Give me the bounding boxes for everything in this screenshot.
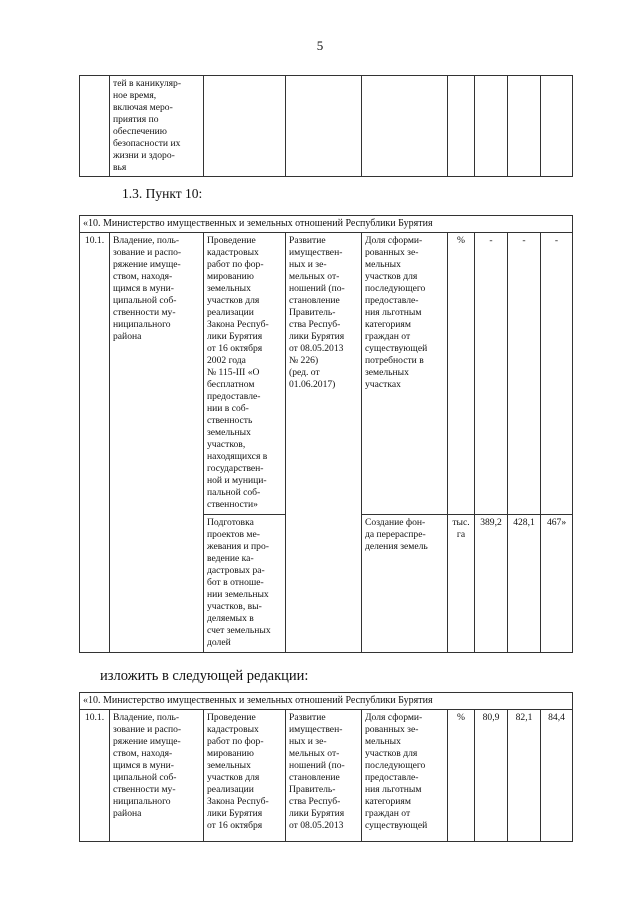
unit-cell: % <box>448 710 475 842</box>
program-cell: Развитие имуществен- ных и зе- мельных от- ношений (по- становление Правитель- ства Респуб- лики Бурятия от 08.05.2013 <box>286 710 362 842</box>
table-cell <box>448 76 475 177</box>
top-table-fragment <box>79 75 573 177</box>
value-cell: 389,2 <box>475 515 508 653</box>
table-cell <box>475 76 508 177</box>
value-cell: - <box>541 233 573 515</box>
table-cell <box>362 76 448 177</box>
table-current-wording <box>79 215 573 653</box>
activity-description: Владение, поль- зование и распо- ряжение имуще- ством, находя- щимся в муни- ципальной соб- ственности му- ниципального района <box>110 710 204 842</box>
section-title: 1.3. Пункт 10: <box>122 186 203 201</box>
table-cell <box>286 76 362 177</box>
activity-description: Владение, поль- зование и распо- ряжение имуще- ством, находя- щимся в муни- ципальной соб- ственности му- ниципального района <box>110 233 204 653</box>
table-cell <box>541 76 573 177</box>
value-cell: 428,1 <box>508 515 541 653</box>
program-cell: Развитие имуществен- ных и зе- мельных от- ношений (по- становление Правитель- ства Респуб- лики Бурятия от 08.05.2013 № 226) (ред. от 01.06.2017) <box>286 233 362 653</box>
value-cell: - <box>475 233 508 515</box>
event-cell: Проведение кадастровых работ по фор- мированию земельных участков для реализации Закона Респуб- лики Бурятия от 16 октября <box>204 710 286 842</box>
row-number: 10.1. <box>80 233 110 653</box>
unit-cell: % <box>448 233 475 515</box>
indicator-cell: Доля сформи- рованных зе- мельных участков для последующего предоставле- ния льготным категориям граждан от существующей потребности в земельных участках <box>362 233 448 515</box>
event-cell: Проведение кадастровых работ по фор- мированию земельных участков для реализации Закона Респуб- лики Бурятия от 16 октября 2002 года № 115-III «О бесплатном предоставле- нии в соб- ственность земельных участков, находящихся в государствен- ной и муници- пальной соб- ственности» <box>204 233 286 515</box>
edit-instruction: изложить в следующей редакции: <box>100 668 309 684</box>
page-number: 5 <box>316 38 324 53</box>
table-new-wording <box>79 692 573 842</box>
unit-cell: тыс. га <box>448 515 475 653</box>
table-cell <box>80 76 110 177</box>
ministry-header: «10. Министерство имущественных и земельных отношений Республики Бурятия <box>80 216 573 233</box>
row-number: 10.1. <box>80 710 110 842</box>
table-cell <box>204 76 286 177</box>
value-cell: 80,9 <box>475 710 508 842</box>
table-cell <box>508 76 541 177</box>
table-cell-text: тей в каникуляр- ное время, включая меро- приятия по обеспечению безопасности их жизни и здоро- вья <box>110 76 204 177</box>
value-cell: 84,4 <box>541 710 573 842</box>
value-cell: 467» <box>541 515 573 653</box>
event-cell: Подготовка проектов ме- жевания и про- ведение ка- дастровых ра- бот в отноше- нии земельных участков, вы- деляемых в счет земельных долей <box>204 515 286 653</box>
indicator-cell: Создание фон- да перераспре- деления земель <box>362 515 448 653</box>
indicator-cell: Доля сформи- рованных зе- мельных участков для последующего предоставле- ния льготным категориям граждан от существующей <box>362 710 448 842</box>
value-cell: - <box>508 233 541 515</box>
value-cell: 82,1 <box>508 710 541 842</box>
ministry-header: «10. Министерство имущественных и земельных отношений Республики Бурятия <box>80 693 573 710</box>
